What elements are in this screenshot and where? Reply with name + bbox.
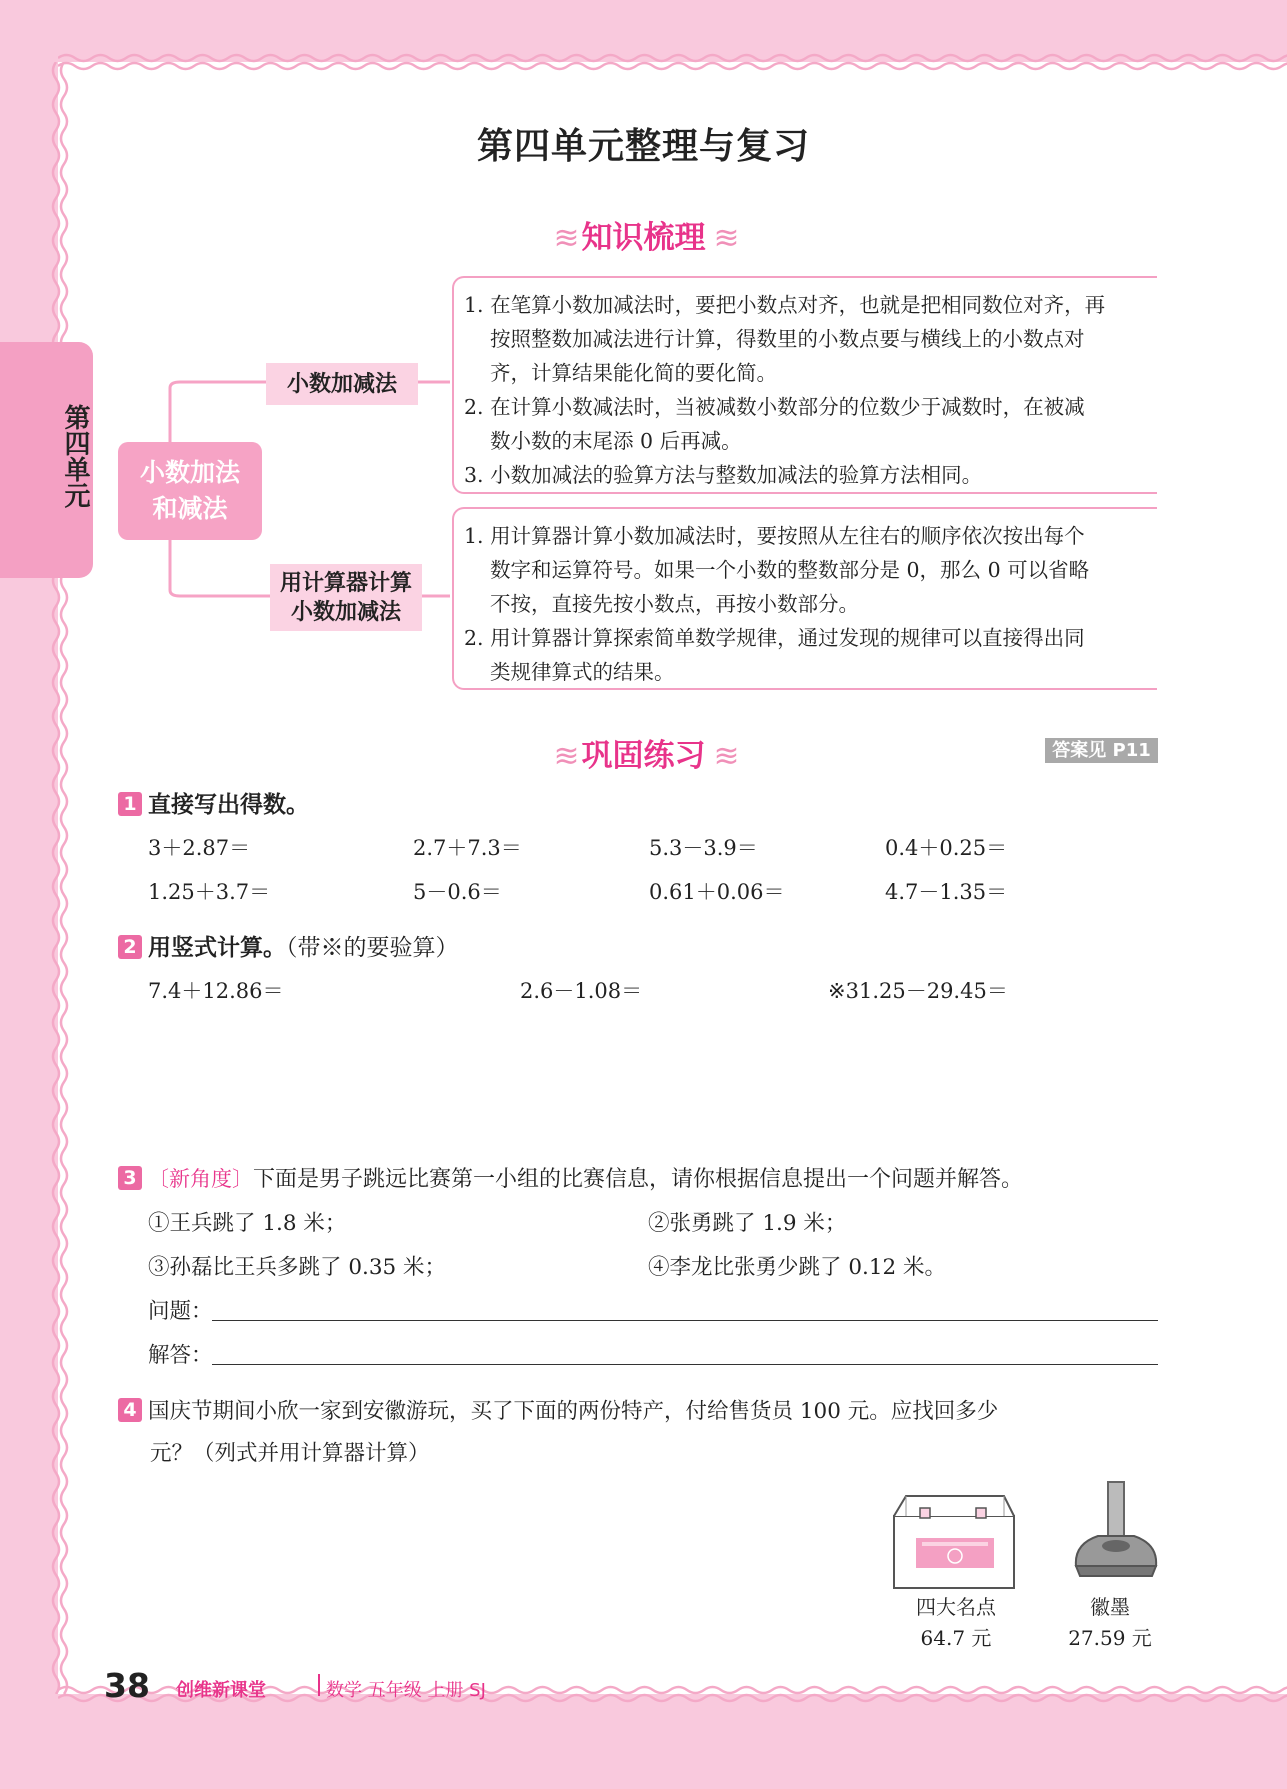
product-name: 徽墨 [1090, 1595, 1130, 1619]
q3-number-badge: 3 [118, 1166, 142, 1190]
mindmap-root-node [118, 442, 262, 540]
pastry-gift-box-icon [892, 1494, 1018, 1590]
mindmap-branch-decimal-add-sub: 小数加减法 [266, 363, 418, 405]
q1-number-badge: 1 [118, 792, 142, 816]
knowledge-line: 类规律算式的结果。 [490, 660, 675, 684]
page-number: 38 [104, 1666, 150, 1705]
branch-line: 用计算器计算 [279, 570, 412, 596]
unit-tab-label: 第四单元 [60, 404, 90, 508]
q4-text-2: 元？（列式并用计算器计算） [150, 1441, 430, 1466]
q2-note: （带※的要验算） [286, 935, 459, 961]
branch-line: 小数加减法 [290, 599, 401, 625]
product-name: 四大名点 [916, 1595, 996, 1619]
q3-question-answer-line[interactable] [212, 1320, 1158, 1321]
q3-heading [118, 1162, 1023, 1193]
knowledge-line: 1. 在笔算小数加减法时，要把小数点对齐，也就是把相同数位对齐，再 [464, 293, 1106, 317]
wave-ornament-icon: ≋ [553, 220, 574, 256]
knowledge-line: 数小数的末尾添 0 后再减。 [490, 429, 742, 453]
ink-stick-icon [1070, 1480, 1162, 1582]
q4-line1 [118, 1394, 998, 1425]
q3-fact: ④李龙比张勇少跳了 0.12 米。 [648, 1255, 947, 1280]
q1-expr: 0.61＋0.06＝ [649, 880, 785, 904]
q1-expr: 4.7－1.35＝ [885, 880, 1008, 904]
root-line: 小数加法 [139, 458, 240, 487]
q2-expr: ※31.25－29.45＝ [828, 979, 1008, 1003]
q2-expr: 7.4＋12.86＝ [148, 979, 284, 1003]
knowledge-line: 数字和运算符号。如果一个小数的整数部分是 0，那么 0 可以省略 [490, 558, 1090, 582]
q2-title: 用竖式计算。 [148, 935, 286, 961]
root-line: 和减法 [152, 494, 228, 523]
footer-divider [318, 1674, 320, 1696]
q3-solution-answer-line[interactable] [212, 1364, 1158, 1365]
page-title: 第四单元整理与复习 [476, 126, 810, 167]
product-price: 64.7 元 [920, 1626, 992, 1650]
wave-ornament-icon: ≋ [713, 738, 734, 774]
wave-ornament-icon: ≋ [553, 738, 574, 774]
knowledge-line: 1. 用计算器计算小数加减法时，要按照从左往右的顺序依次按出每个 [464, 524, 1085, 548]
knowledge-line: 齐，计算结果能化简的要化简。 [490, 361, 777, 385]
q3-answer-label: 解答： [148, 1343, 213, 1368]
footer-book-info: 数学 五年级 上册 SJ [326, 1680, 486, 1701]
knowledge-line: 按照整数加减法进行计算，得数里的小数点要与横线上的小数点对 [490, 327, 1085, 351]
knowledge-box-1 [452, 276, 1157, 494]
q3-title: 下面是男子跳远比赛第一小组的比赛信息，请你根据信息提出一个问题并解答。 [253, 1167, 1024, 1192]
knowledge-line: 3. 小数加减法的验算方法与整数加减法的验算方法相同。 [464, 463, 983, 487]
q3-fact: ②张勇跳了 1.9 米； [648, 1211, 847, 1236]
answer-reference-badge: 答案见 P11 [1045, 738, 1158, 763]
left-wave-border [46, 62, 74, 1694]
mindmap-branch-calculator [270, 564, 422, 631]
q2-heading [118, 929, 459, 962]
q1-title: 直接写出得数。 [148, 792, 309, 818]
section-knowledge-label: 知识梳理 [581, 220, 706, 256]
q2-expr: 2.6－1.08＝ [520, 979, 643, 1003]
product-pastry [894, 1592, 1018, 1654]
wave-ornament-icon: ≋ [713, 220, 734, 256]
q1-expr: 0.4＋0.25＝ [885, 836, 1008, 860]
q1-expr: 2.7＋7.3＝ [413, 836, 522, 860]
q3-fact: ①王兵跳了 1.8 米； [148, 1211, 347, 1236]
knowledge-box-2 [452, 507, 1157, 690]
q1-expr: 5－0.6＝ [413, 880, 502, 904]
q4-number-badge: 4 [118, 1398, 142, 1422]
top-wave-border [58, 46, 1287, 76]
q3-new-angle-tag: 〔新角度〕 [148, 1167, 253, 1191]
q3-fact: ③孙磊比王兵多跳了 0.35 米； [148, 1255, 447, 1280]
q4-text-1: 国庆节期间小欣一家到安徽游玩，买了下面的两份特产，付给售货员 100 元。应找回多少 [148, 1399, 999, 1424]
q1-expr: 1.25＋3.7＝ [148, 880, 271, 904]
q2-number-badge: 2 [118, 935, 142, 959]
knowledge-line: 不按，直接先按小数点，再按小数部分。 [490, 592, 859, 616]
q1-expr: 5.3－3.9＝ [649, 836, 758, 860]
q1-heading [118, 786, 309, 819]
q3-question-label: 问题： [148, 1299, 213, 1324]
knowledge-line: 2. 在计算小数减法时，当被减数小数部分的位数少于减数时，在被减 [464, 395, 1085, 419]
product-price: 27.59 元 [1068, 1626, 1152, 1650]
product-ink-stick [1054, 1592, 1166, 1654]
section-knowledge-heading [0, 212, 1287, 257]
section-practice-label: 巩固练习 [581, 738, 706, 774]
q1-expr: 3＋2.87＝ [148, 836, 251, 860]
footer-brand: 创维新课堂 [176, 1680, 266, 1701]
knowledge-line: 2. 用计算器计算探索简单数学规律，通过发现的规律可以直接得出同 [464, 626, 1085, 650]
